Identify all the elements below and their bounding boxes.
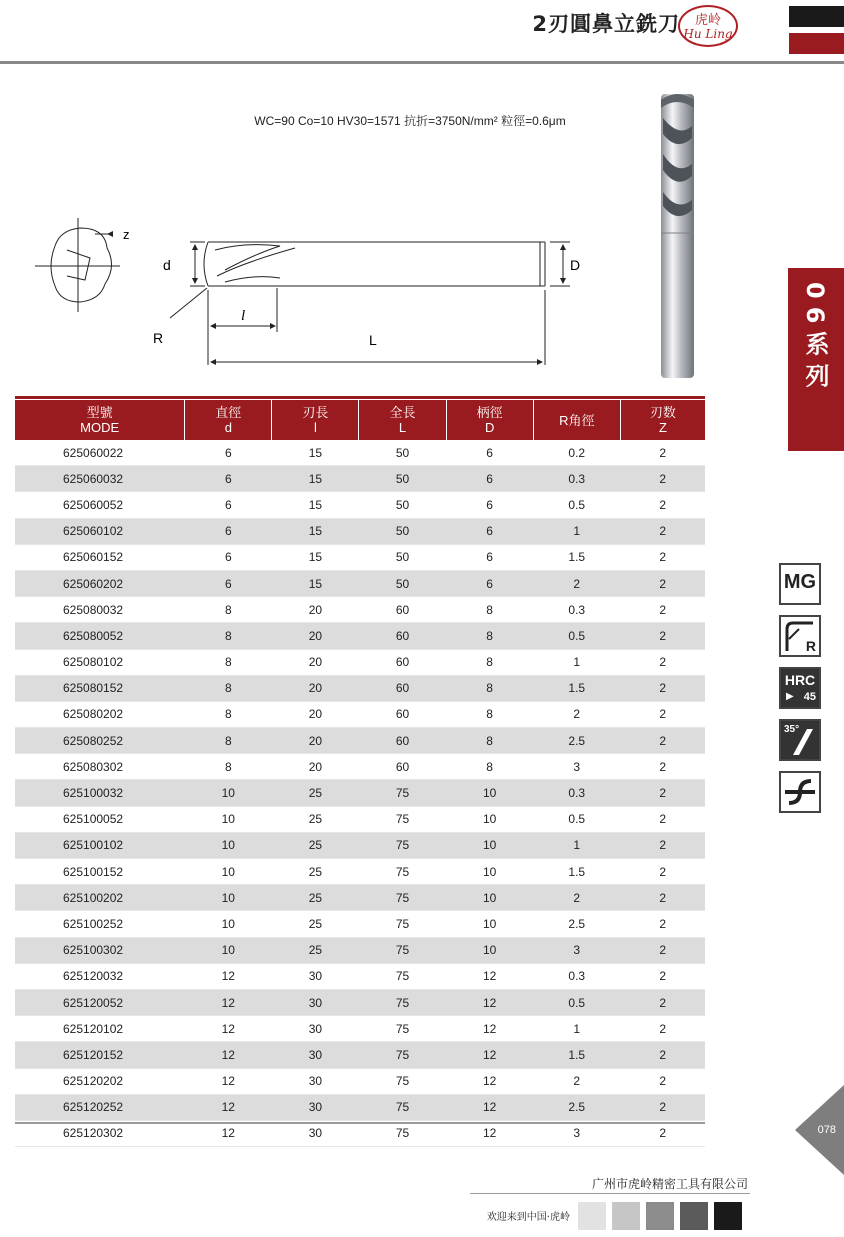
table-cell: 8 — [185, 701, 272, 727]
table-cell: 20 — [272, 675, 359, 701]
table-cell: 10 — [185, 937, 272, 963]
table-cell: 20 — [272, 701, 359, 727]
table-cell: 6 — [446, 570, 533, 596]
endmill-photo — [655, 88, 700, 383]
table-row — [15, 649, 705, 675]
table-cell: 20 — [272, 649, 359, 675]
table-cell: 625080102 — [15, 649, 185, 675]
table-cell: 625080302 — [15, 754, 185, 780]
table-cell: 2 — [620, 780, 705, 806]
tool-diagram — [25, 200, 585, 380]
table-cell: 10 — [185, 885, 272, 911]
table-cell: 50 — [359, 518, 446, 544]
table-cell: 25 — [272, 885, 359, 911]
table-cell: 50 — [359, 570, 446, 596]
table-cell: 2 — [533, 701, 620, 727]
table-cell: 625060102 — [15, 518, 185, 544]
table-cell: 30 — [272, 1094, 359, 1120]
table-row — [15, 885, 705, 911]
table-cell: 2 — [533, 570, 620, 596]
color-swatch — [612, 1202, 640, 1230]
mg-text: MG — [783, 571, 817, 593]
table-cell: 2 — [620, 989, 705, 1015]
table-row — [15, 440, 705, 466]
table-cell: 12 — [185, 963, 272, 989]
table-cell: 0.5 — [533, 623, 620, 649]
table-cell: 30 — [272, 989, 359, 1015]
table-cell: 0.5 — [533, 806, 620, 832]
mg-badge — [779, 563, 821, 605]
table-row — [15, 1120, 705, 1146]
table-cell: 0.5 — [533, 492, 620, 518]
color-swatch — [714, 1202, 742, 1230]
table-cell: 30 — [272, 963, 359, 989]
table-cell: 0.3 — [533, 466, 620, 492]
color-swatch — [578, 1202, 606, 1230]
table-row — [15, 570, 705, 596]
table-cell: 3 — [533, 1120, 620, 1146]
table-cell: 30 — [272, 1120, 359, 1146]
table-cell: 75 — [359, 1042, 446, 1068]
table-cell: 12 — [185, 989, 272, 1015]
table-cell: 10 — [185, 806, 272, 832]
table-cell: 2 — [620, 754, 705, 780]
table-row — [15, 518, 705, 544]
table-cell: 6 — [446, 518, 533, 544]
table-cell: 1.5 — [533, 1042, 620, 1068]
table-row — [15, 1094, 705, 1120]
table-cell: 15 — [272, 544, 359, 570]
header-flutes: 刃数 Z — [620, 400, 705, 440]
header-model: 型號 MODE — [15, 400, 185, 440]
table-cell: 75 — [359, 780, 446, 806]
radius-text: R — [805, 638, 816, 654]
table-cell: 10 — [185, 911, 272, 937]
table-cell: 15 — [272, 492, 359, 518]
table-cell: 75 — [359, 937, 446, 963]
table-cell: 1.5 — [533, 859, 620, 885]
table-cell: 2 — [620, 466, 705, 492]
table-cell: 625060022 — [15, 440, 185, 466]
table-cell: 8 — [446, 649, 533, 675]
table-cell: 625100102 — [15, 832, 185, 858]
table-cell: 2 — [620, 937, 705, 963]
table-cell: 12 — [446, 1094, 533, 1120]
header-diameter: 直徑 d — [185, 400, 272, 440]
table-row — [15, 963, 705, 989]
table-cell: 0.2 — [533, 440, 620, 466]
series-tab — [788, 268, 844, 451]
table-cell: 2.5 — [533, 728, 620, 754]
play-arrow-icon: ▶ — [786, 691, 794, 702]
table-cell: 625120032 — [15, 963, 185, 989]
footer-divider — [470, 1193, 750, 1194]
table-cell: 8 — [446, 754, 533, 780]
table-cell: 2 — [620, 597, 705, 623]
table-cell: 625120252 — [15, 1094, 185, 1120]
table-row — [15, 492, 705, 518]
color-swatch — [680, 1202, 708, 1230]
table-cell: 50 — [359, 466, 446, 492]
table-row — [15, 597, 705, 623]
table-cell: 625100202 — [15, 885, 185, 911]
table-cell: 10 — [446, 832, 533, 858]
table-cell: 2 — [620, 440, 705, 466]
table-cell: 625060032 — [15, 466, 185, 492]
table-cell: 75 — [359, 1016, 446, 1042]
table-cell: 50 — [359, 440, 446, 466]
table-cell: 625100252 — [15, 911, 185, 937]
table-cell: 12 — [185, 1016, 272, 1042]
table-cell: 30 — [272, 1068, 359, 1094]
page-title: 2刃圓鼻立銑刀 — [532, 12, 680, 36]
radius-corner-icon — [779, 615, 821, 657]
table-cell: 12 — [185, 1094, 272, 1120]
table-row — [15, 859, 705, 885]
table-cell: 625120202 — [15, 1068, 185, 1094]
table-row — [15, 832, 705, 858]
page-number: 078 — [817, 1124, 836, 1136]
label-d: d — [163, 257, 171, 273]
table-cell: 2 — [620, 570, 705, 596]
table-cell: 8 — [185, 728, 272, 754]
table-row — [15, 780, 705, 806]
table-cell: 30 — [272, 1016, 359, 1042]
table-cell: 3 — [533, 937, 620, 963]
table-cell: 15 — [272, 518, 359, 544]
table-cell: 60 — [359, 597, 446, 623]
table-cell: 625080202 — [15, 701, 185, 727]
table-cell: 10 — [446, 885, 533, 911]
table-cell: 8 — [185, 754, 272, 780]
table-cell: 12 — [446, 989, 533, 1015]
helix-angle-badge — [779, 719, 821, 761]
header-corner-radius: R角徑 — [533, 400, 620, 440]
table-cell: 75 — [359, 989, 446, 1015]
table-cell: 25 — [272, 780, 359, 806]
table-cell: 2 — [620, 963, 705, 989]
table-cell: 2 — [533, 885, 620, 911]
table-cell: 625060052 — [15, 492, 185, 518]
table-cell: 1.5 — [533, 544, 620, 570]
table-cell: 12 — [446, 1120, 533, 1146]
table-cell: 20 — [272, 728, 359, 754]
series-label: 06系列 — [801, 282, 829, 396]
table-cell: 2 — [620, 1120, 705, 1146]
table-row — [15, 701, 705, 727]
table-row — [15, 937, 705, 963]
table-cell: 8 — [446, 623, 533, 649]
label-R: R — [153, 330, 164, 346]
table-cell: 2 — [620, 911, 705, 937]
table-cell: 25 — [272, 859, 359, 885]
table-cell: 8 — [446, 675, 533, 701]
table-cell: 12 — [446, 1016, 533, 1042]
table-cell: 20 — [272, 597, 359, 623]
table-cell: 6 — [446, 492, 533, 518]
table-cell: 0.3 — [533, 780, 620, 806]
logo-cn-text: 虎岭 — [694, 13, 721, 28]
label-L: L — [369, 332, 377, 348]
table-cell: 2 — [620, 518, 705, 544]
table-cell: 625080252 — [15, 728, 185, 754]
header-divider — [0, 61, 844, 64]
table-cell: 1 — [533, 518, 620, 544]
table-header-row — [15, 400, 705, 440]
table-cell: 625060202 — [15, 570, 185, 596]
table-cell: 625120152 — [15, 1042, 185, 1068]
table-cell: 2 — [620, 885, 705, 911]
table-cell: 12 — [446, 1042, 533, 1068]
table-cell: 2.5 — [533, 1094, 620, 1120]
table-cell: 60 — [359, 701, 446, 727]
table-cell: 0.5 — [533, 989, 620, 1015]
table-cell: 60 — [359, 675, 446, 701]
table-row — [15, 1068, 705, 1094]
table-cell: 2 — [620, 675, 705, 701]
table-cell: 10 — [446, 937, 533, 963]
table-cell: 6 — [446, 544, 533, 570]
flute-section-icon — [779, 771, 821, 813]
table-cell: 50 — [359, 492, 446, 518]
table-cell: 12 — [446, 963, 533, 989]
table-cell: 30 — [272, 1042, 359, 1068]
header-flute-length: 刃長 l — [272, 400, 359, 440]
table-cell: 6 — [446, 440, 533, 466]
table-cell: 75 — [359, 963, 446, 989]
table-cell: 2 — [620, 1016, 705, 1042]
table-cell: 2 — [620, 806, 705, 832]
table-cell: 15 — [272, 570, 359, 596]
brand-logo — [678, 5, 738, 47]
table-cell: 8 — [185, 623, 272, 649]
table-cell: 625080052 — [15, 623, 185, 649]
material-spec: WC=90 Co=10 HV30=1571 抗折=3750N/mm² 粒徑=0.6μm — [254, 114, 566, 128]
table-cell: 75 — [359, 1120, 446, 1146]
color-swatch — [646, 1202, 674, 1230]
table-row — [15, 911, 705, 937]
table-cell: 1 — [533, 832, 620, 858]
table-cell: 60 — [359, 754, 446, 780]
table-cell: 2 — [620, 1042, 705, 1068]
hrc-value: 45 — [803, 691, 816, 703]
table-cell: 6 — [185, 466, 272, 492]
table-cell: 25 — [272, 806, 359, 832]
table-cell: 8 — [185, 597, 272, 623]
table-cell: 25 — [272, 832, 359, 858]
table-cell: 0.3 — [533, 963, 620, 989]
table-cell: 10 — [185, 780, 272, 806]
table-cell: 8 — [446, 728, 533, 754]
table-cell: 12 — [185, 1042, 272, 1068]
label-D: D — [570, 257, 581, 273]
table-cell: 25 — [272, 911, 359, 937]
table-cell: 75 — [359, 1094, 446, 1120]
table-cell: 10 — [185, 859, 272, 885]
table-cell: 60 — [359, 728, 446, 754]
table-cell: 625100302 — [15, 937, 185, 963]
table-cell: 25 — [272, 937, 359, 963]
table-cell: 60 — [359, 623, 446, 649]
table-row — [15, 989, 705, 1015]
table-cell: 50 — [359, 544, 446, 570]
logo-en-text: Hu Ling — [683, 27, 733, 41]
table-cell: 75 — [359, 806, 446, 832]
table-cell: 8 — [446, 597, 533, 623]
header-overall-length: 全長 L — [359, 400, 446, 440]
table-row — [15, 1016, 705, 1042]
table-cell: 625120302 — [15, 1120, 185, 1146]
table-cell: 12 — [185, 1068, 272, 1094]
table-row — [15, 623, 705, 649]
table-cell: 2 — [620, 701, 705, 727]
table-cell: 2 — [620, 1068, 705, 1094]
table-cell: 6 — [185, 544, 272, 570]
table-cell: 625060152 — [15, 544, 185, 570]
table-cell: 10 — [185, 832, 272, 858]
table-cell: 10 — [446, 806, 533, 832]
header-shank-diameter: 柄徑 D — [446, 400, 533, 440]
table-cell: 6 — [185, 440, 272, 466]
table-cell: 625100052 — [15, 806, 185, 832]
table-cell: 2 — [533, 1068, 620, 1094]
table-cell: 15 — [272, 440, 359, 466]
hrc-text: HRC — [784, 672, 816, 688]
table-cell: 8 — [185, 675, 272, 701]
table-cell: 1 — [533, 1016, 620, 1042]
table-row — [15, 806, 705, 832]
table-cell: 625080032 — [15, 597, 185, 623]
table-cell: 60 — [359, 649, 446, 675]
table-cell: 75 — [359, 859, 446, 885]
helix-angle-text: 35° — [784, 724, 800, 735]
table-cell: 2 — [620, 728, 705, 754]
header-black-block — [789, 6, 844, 27]
label-l: l — [241, 308, 246, 324]
table-cell: 2 — [620, 623, 705, 649]
header-red-block — [789, 33, 844, 54]
table-cell: 8 — [446, 701, 533, 727]
table-cell: 2 — [620, 544, 705, 570]
table-cell: 8 — [185, 649, 272, 675]
table-cell: 75 — [359, 832, 446, 858]
table-cell: 625120052 — [15, 989, 185, 1015]
table-cell: 15 — [272, 466, 359, 492]
table-row — [15, 1042, 705, 1068]
table-cell: 20 — [272, 754, 359, 780]
table-row — [15, 544, 705, 570]
table-cell: 6 — [185, 518, 272, 544]
welcome-text: 欢迎来到中国·虎岭 — [486, 1212, 570, 1223]
table-cell: 12 — [446, 1068, 533, 1094]
table-cell: 75 — [359, 911, 446, 937]
table-cell: 6 — [185, 492, 272, 518]
table-cell: 625100032 — [15, 780, 185, 806]
table-cell: 10 — [446, 780, 533, 806]
table-cell: 10 — [446, 911, 533, 937]
table-row — [15, 466, 705, 492]
table-cell: 2 — [620, 649, 705, 675]
table-cell: 6 — [185, 570, 272, 596]
table-cell: 1 — [533, 649, 620, 675]
table-body — [15, 440, 705, 1147]
table-cell: 2.5 — [533, 911, 620, 937]
table-cell: 6 — [446, 466, 533, 492]
table-cell: 12 — [185, 1120, 272, 1146]
table-cell: 10 — [446, 859, 533, 885]
company-name: 广州市虎岭精密工具有限公司 — [591, 1177, 748, 1191]
table-cell: 0.3 — [533, 597, 620, 623]
table-cell: 625120102 — [15, 1016, 185, 1042]
table-row — [15, 675, 705, 701]
table-cell: 2 — [620, 492, 705, 518]
table-cell: 625100152 — [15, 859, 185, 885]
table-cell: 75 — [359, 1068, 446, 1094]
table-cell: 75 — [359, 885, 446, 911]
table-cell: 20 — [272, 623, 359, 649]
table-bottom-line — [15, 1122, 705, 1124]
table-cell: 2 — [620, 1094, 705, 1120]
table-top-bar — [15, 396, 705, 399]
label-z: z — [123, 227, 130, 242]
table-row — [15, 728, 705, 754]
hrc-badge — [779, 667, 821, 709]
table-cell: 1.5 — [533, 675, 620, 701]
table-cell: 625080152 — [15, 675, 185, 701]
spec-table — [15, 400, 705, 1147]
table-cell: 3 — [533, 754, 620, 780]
table-cell: 2 — [620, 859, 705, 885]
table-row — [15, 754, 705, 780]
table-cell: 2 — [620, 832, 705, 858]
